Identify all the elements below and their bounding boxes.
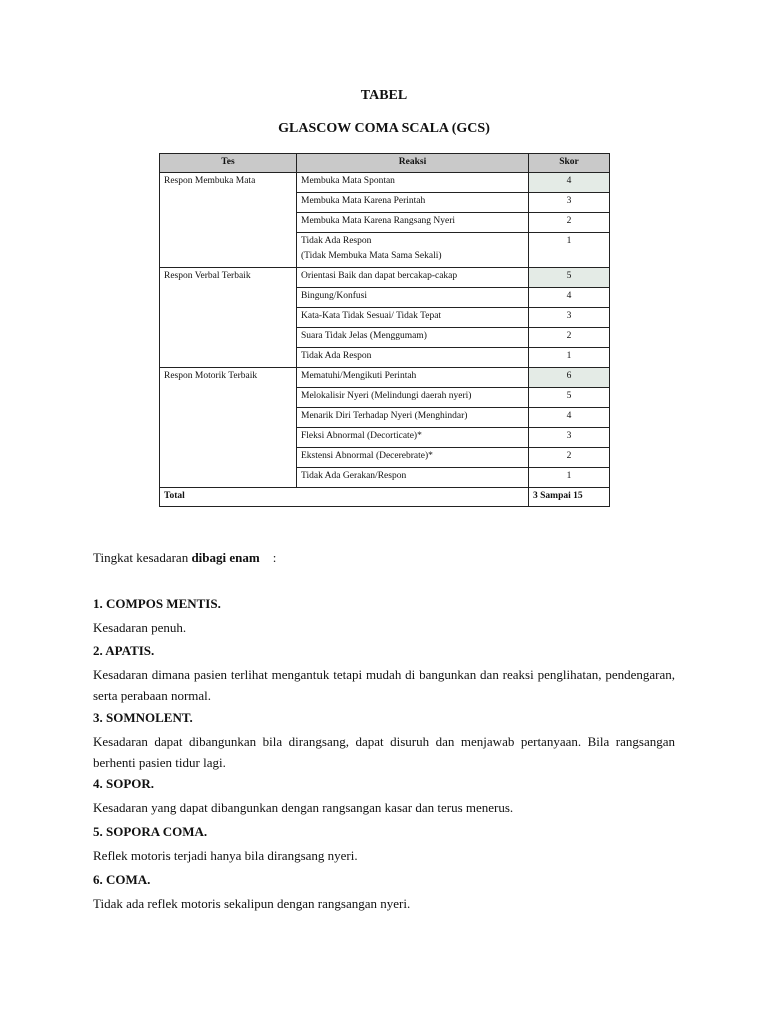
reaksi-cell: Menarik Diri Terhadap Nyeri (Menghindar) xyxy=(297,408,529,428)
document-title: TABEL xyxy=(360,88,408,103)
test-cell-motorik: Respon Motorik Terbaik xyxy=(160,368,297,488)
header-tes: Tes xyxy=(160,154,297,173)
skor-cell: 2 xyxy=(529,213,610,233)
level-heading: 5. SOPORA COMA. xyxy=(93,824,208,839)
reaksi-cell: Orientasi Baik dan dapat bercakap-cakap xyxy=(297,268,529,288)
skor-cell: 4 xyxy=(529,288,610,308)
test-cell-verbal: Respon Verbal Terbaik xyxy=(160,268,297,368)
reaksi-cell: Fleksi Abnormal (Decorticate)* xyxy=(297,428,529,448)
table-title: GLASCOW COMA SCALA (GCS) xyxy=(278,121,490,136)
reaksi-cell: Tidak Ada Gerakan/Respon xyxy=(297,468,529,488)
table-row xyxy=(160,173,610,193)
intro-paragraph xyxy=(93,547,675,568)
skor-cell: 5 xyxy=(529,268,610,288)
level-heading: 1. COMPOS MENTIS. xyxy=(93,596,221,611)
intro-prefix: Tingkat kesadaran xyxy=(93,550,192,565)
test-cell-mata: Respon Membuka Mata xyxy=(160,173,297,268)
intro-bold: dibagi enam xyxy=(191,550,260,565)
skor-cell: 1 xyxy=(529,348,610,368)
reaksi-cell: Melokalisir Nyeri (Melindungi daerah nyeri) xyxy=(297,388,529,408)
reaksi-cell: Suara Tidak Jelas (Menggumam) xyxy=(297,328,529,348)
level-description: Tidak ada reflek motoris sekalipun dengan rangsangan nyeri. xyxy=(93,896,411,911)
skor-cell: 1 xyxy=(529,233,610,268)
reaksi-cell: Ekstensi Abnormal (Decerebrate)* xyxy=(297,448,529,468)
reaksi-cell: Mematuhi/Mengikuti Perintah xyxy=(297,368,529,388)
level-description: Kesadaran yang dapat dibangunkan dengan rangsangan kasar dan terus menerus. xyxy=(93,800,514,815)
skor-cell: 4 xyxy=(529,173,610,193)
gcs-table xyxy=(159,153,610,507)
reaksi-line: Tidak Ada Respon xyxy=(301,236,372,246)
skor-cell: 5 xyxy=(529,388,610,408)
table-row xyxy=(160,268,610,288)
level-heading: 6. COMA. xyxy=(93,872,151,887)
level-description: Kesadaran penuh. xyxy=(93,620,187,635)
reaksi-cell xyxy=(297,233,529,268)
header-reaksi: Reaksi xyxy=(297,154,529,173)
level-heading: 2. APATIS. xyxy=(93,643,155,658)
reaksi-cell: Membuka Mata Karena Rangsang Nyeri xyxy=(297,213,529,233)
level-heading: 3. SOMNOLENT. xyxy=(93,710,193,725)
header-skor: Skor xyxy=(529,154,610,173)
skor-cell: 4 xyxy=(529,408,610,428)
intro-suffix: : xyxy=(259,550,277,565)
total-row xyxy=(160,488,610,507)
skor-cell: 3 xyxy=(529,428,610,448)
skor-cell: 2 xyxy=(529,448,610,468)
level-description: Kesadaran dimana pasien terlihat mengantuk tetapi mudah di bangunkan dan reaksi penglihatan, pendengaran, serta perabaan normal. xyxy=(93,667,675,703)
table-header-row xyxy=(160,154,610,173)
reaksi-cell: Membuka Mata Spontan xyxy=(297,173,529,193)
reaksi-cell: Membuka Mata Karena Perintah xyxy=(297,193,529,213)
reaksi-line-note: (Tidak Membuka Mata Sama Sekali) xyxy=(301,251,442,261)
level-description: Kesadaran dapat dibangunkan bila dirangsang, dapat disuruh dan menjawab pertanyaan. Bila rangsangan berhenti pasien tidur lagi. xyxy=(93,734,675,770)
skor-cell: 2 xyxy=(529,328,610,348)
skor-cell: 1 xyxy=(529,468,610,488)
skor-cell: 3 xyxy=(529,308,610,328)
reaksi-cell: Bingung/Konfusi xyxy=(297,288,529,308)
skor-cell: 3 xyxy=(529,193,610,213)
level-description: Reflek motoris terjadi hanya bila dirangsang nyeri. xyxy=(93,848,358,863)
table-row xyxy=(160,368,610,388)
total-value: 3 Sampai 15 xyxy=(529,488,610,507)
level-heading: 4. SOPOR. xyxy=(93,776,155,791)
reaksi-cell: Kata-Kata Tidak Sesuai/ Tidak Tepat xyxy=(297,308,529,328)
total-label: Total xyxy=(160,488,529,507)
skor-cell: 6 xyxy=(529,368,610,388)
reaksi-cell: Tidak Ada Respon xyxy=(297,348,529,368)
